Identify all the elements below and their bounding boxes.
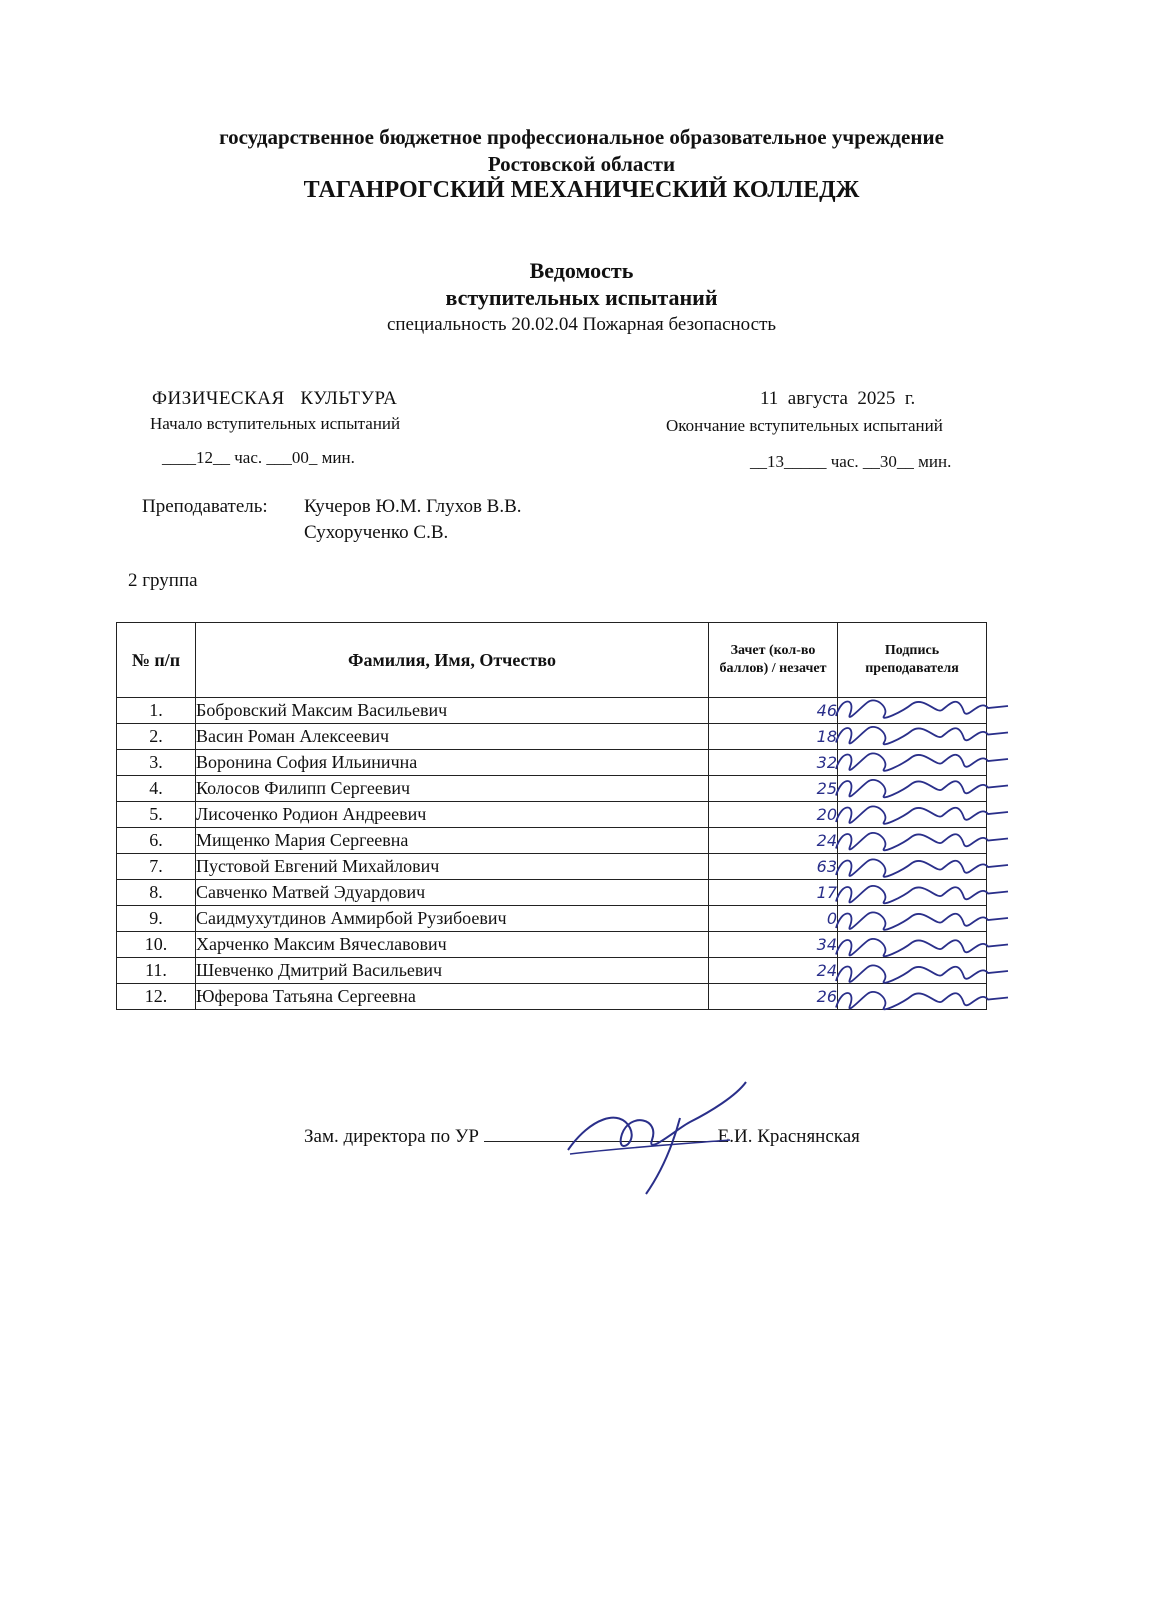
table-row [117, 932, 987, 958]
row-score: 17 [709, 880, 838, 906]
row-signature [838, 776, 987, 802]
row-signature [838, 802, 987, 828]
row-score: 24 [709, 958, 838, 984]
footer-name: Е.И. Краснянская [717, 1126, 860, 1147]
start-label: Начало вступительных испытаний [150, 414, 401, 433]
row-name: Васин Роман Алексеевич [196, 724, 709, 750]
row-num: 11. [117, 958, 196, 984]
row-signature [838, 828, 987, 854]
row-name: Юферова Татьяна Сергеевна [196, 984, 709, 1010]
org-line-1: государственное бюджетное профессиональное образовательное учреждение [219, 125, 944, 149]
row-num: 6. [117, 828, 196, 854]
row-score: 24 [709, 828, 838, 854]
doc-subtitle: вступительных испытаний [445, 285, 718, 310]
row-signature [838, 854, 987, 880]
teachers-line-1: Кучеров Ю.М. Глухов В.В. [304, 496, 522, 517]
row-num: 1. [117, 698, 196, 724]
row-name: Лисоченко Родион Андреевич [196, 802, 709, 828]
end-time: __13_____ час. __30__ мин. [750, 452, 952, 471]
row-signature [838, 880, 987, 906]
end-label: Окончание вступительных испытаний [666, 416, 943, 435]
row-name: Бобровский Максим Васильевич [196, 698, 709, 724]
table-row [117, 776, 987, 802]
row-num: 10. [117, 932, 196, 958]
row-name: Савченко Матвей Эдуардович [196, 880, 709, 906]
row-score: 25 [709, 776, 838, 802]
row-num: 9. [117, 906, 196, 932]
teachers-label: Преподаватель: [142, 496, 268, 517]
header-sign: Подпись преподавателя [838, 623, 987, 698]
table-row [117, 958, 987, 984]
row-name: Пустовой Евгений Михайлович [196, 854, 709, 880]
footer-position: Зам. директора по УР [304, 1126, 479, 1147]
start-time: ____12__ час. ___00_ мин. [162, 448, 355, 467]
table-row [117, 802, 987, 828]
results-table [116, 622, 987, 1010]
row-signature [838, 724, 987, 750]
row-num: 7. [117, 854, 196, 880]
table-row [117, 828, 987, 854]
org-line-2: Ростовской области [487, 152, 676, 176]
table-row [117, 724, 987, 750]
group-label: 2 группа [128, 570, 198, 591]
row-name: Воронина София Ильинична [196, 750, 709, 776]
row-score: 32 [709, 750, 838, 776]
row-num: 12. [117, 984, 196, 1010]
row-signature [838, 932, 987, 958]
table-row [117, 880, 987, 906]
row-score: 46 [709, 698, 838, 724]
exam-date: 11 августа 2025 г. [760, 388, 916, 409]
footer-signoff [304, 1123, 860, 1148]
org-name: ТАГАНРОГСКИЙ МЕХАНИЧЕСКИЙ КОЛЛЕДЖ [303, 177, 860, 203]
row-score: 18 [709, 724, 838, 750]
row-score: 0 [709, 906, 838, 932]
header-name: Фамилия, Имя, Отчество [196, 623, 709, 698]
row-num: 5. [117, 802, 196, 828]
row-score: 63 [709, 854, 838, 880]
row-score: 34 [709, 932, 838, 958]
table-row [117, 854, 987, 880]
table-row [117, 906, 987, 932]
signature-line [484, 1123, 718, 1142]
row-score: 20 [709, 802, 838, 828]
row-name: Харченко Максим Вячеславович [196, 932, 709, 958]
table-row [117, 698, 987, 724]
row-num: 3. [117, 750, 196, 776]
row-name: Саидмухутдинов Аммирбой Рузибоевич [196, 906, 709, 932]
table-row [117, 984, 987, 1010]
row-num: 2. [117, 724, 196, 750]
table-header-row [117, 623, 987, 698]
row-score: 26 [709, 984, 838, 1010]
table-row [117, 750, 987, 776]
header-score: Зачет (кол-во баллов) / незачет [709, 623, 838, 698]
row-signature [838, 906, 987, 932]
exam-subject: ФИЗИЧЕСКАЯ КУЛЬТУРА [152, 388, 398, 409]
row-signature [838, 958, 987, 984]
doc-title: Ведомость [529, 258, 634, 283]
row-signature [838, 698, 987, 724]
row-name: Мищенко Мария Сергеевна [196, 828, 709, 854]
row-name: Колосов Филипп Сергеевич [196, 776, 709, 802]
row-signature [838, 750, 987, 776]
row-num: 4. [117, 776, 196, 802]
row-name: Шевченко Дмитрий Васильевич [196, 958, 709, 984]
row-num: 8. [117, 880, 196, 906]
specialty: специальность 20.02.04 Пожарная безопасность [386, 314, 777, 335]
header-num: № п/п [117, 623, 196, 698]
teachers-line-2: Сухорученко С.В. [304, 522, 449, 543]
row-signature [838, 984, 987, 1010]
